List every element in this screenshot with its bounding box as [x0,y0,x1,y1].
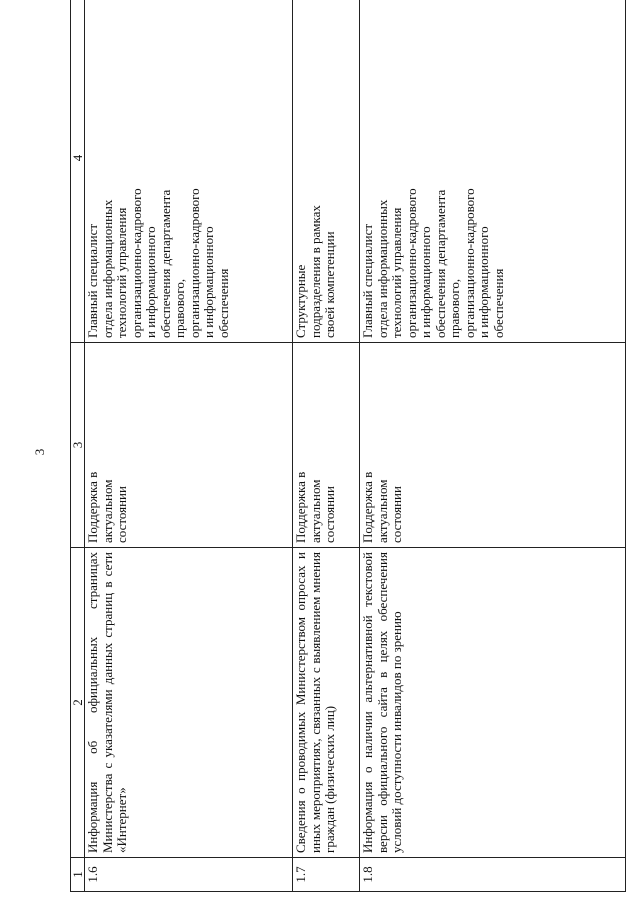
responsible-text: Главный специалист отдела информационных технологий управления организационно-кадрового и информационного обеспечения департамента правового, организационно-кадрового и информационного обеспечения [360,188,506,338]
table-header-row [71,0,85,892]
column-header-1: 1 [71,858,85,892]
table-row [293,0,360,892]
term-cell [293,343,360,548]
term-cell [85,343,293,548]
row-number: 1.7 [293,858,360,892]
row-number: 1.8 [360,858,626,892]
term-text: Поддержка в актуальном состоянии [360,471,405,543]
term-text: Поддержка в актуальном состоянии [85,471,130,543]
column-header-2: 2 [71,548,85,858]
responsible-text: Главный специалист отдела информационных технологий управления организационно-кадрового и информационного обеспечения департамента правового, организационно-кадрового и информационного обеспечения [85,188,231,338]
info-cell: Сведения о проводимых Министерством опросах и иных мероприятиях, связанных с выявлением мнения граждан (физических лиц) [293,548,360,858]
table-row [85,0,293,892]
info-cell: Информация о наличии альтернативной текстовой версии официального сайта в целях обеспечения условий доступности инвалидов по зрению [360,548,626,858]
term-cell [360,343,626,548]
column-header-3: 3 [71,343,85,548]
row-number: 1.6 [85,858,293,892]
rotated-table-wrapper [70,10,630,892]
responsible-cell [360,0,626,343]
column-header-4: 4 [71,0,85,343]
responsible-text: Структурные подразделения в рамках своей компетенции [293,205,338,338]
table-row [360,0,626,892]
responsible-cell [293,0,360,343]
page-number: 3 [32,448,47,456]
term-text: Поддержка в актуальном состоянии [293,471,338,543]
information-table [70,0,626,892]
responsible-cell [85,0,293,343]
info-cell: Информация об официальных страницах Министерства с указателями данных страниц в сети «Интернет» [85,548,293,858]
